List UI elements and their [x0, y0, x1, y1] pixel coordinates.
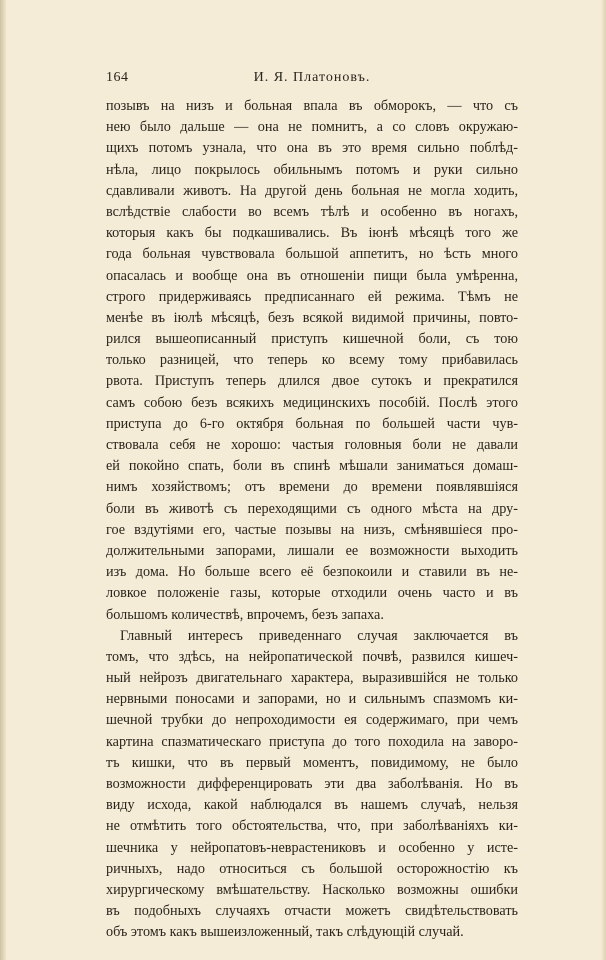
- paragraph: [106, 626, 518, 944]
- text-line: ный нейрозъ двигательнаго характера, выразившійся не только: [106, 670, 518, 687]
- text-line: гое вздутіями его, частые позывы на низъ, смѣнявшіеся про-: [106, 521, 518, 538]
- page-number: 164: [106, 70, 129, 85]
- page-edge-shadow: [0, 0, 6, 960]
- text-line: самъ собою безъ всякихъ медицинскихъ пособій. Послѣ этого: [106, 394, 518, 411]
- text-line: шечной трубки до непроходимости ея содержимаго, при чемъ: [106, 712, 518, 729]
- text-line: ей покойно спать, боли въ спинѣ мѣшали заниматься домаш-: [106, 458, 518, 475]
- paragraph: [106, 96, 518, 626]
- text-line: не отмѣтить того обстоятельства, что, при заболѣваніяхъ ки-: [106, 818, 518, 835]
- text-line: изъ дома. Но больше всего её безпокоили и ставили въ не-: [106, 564, 518, 581]
- body-text: [106, 96, 518, 944]
- text-line: только разницей, что теперь ко всему тому прибавилась: [106, 352, 518, 369]
- text-line: опасалась и вообще она въ отношеніи пищи была умѣренна,: [106, 267, 518, 284]
- text-line: года больная чувствовала большой аппетитъ, но ѣсть много: [106, 246, 518, 263]
- text-line: менѣе въ іюлѣ мѣсяцѣ, безъ всякой видимой причины, повто-: [106, 309, 518, 326]
- text-line: тъ кишки, что въ первый моментъ, повидимому, не было: [106, 754, 518, 771]
- text-line: вслѣдствіе слабости во всемъ тѣлѣ и особенно въ ногахъ,: [106, 203, 518, 220]
- text-line: ричныхъ, надо относиться съ большой осторожностію къ: [106, 860, 518, 877]
- text-line: въ подобныхъ случаяхъ отчасти можетъ свидѣтельствовать: [106, 903, 518, 920]
- text-line: которыя какъ бы подкашивались. Въ іюнѣ мѣсяцѣ того же: [106, 225, 518, 242]
- text-line: нервными поносами и запорами, но и сильнымъ спазмомъ ки-: [106, 691, 518, 708]
- text-line: ловкое положеніе газы, которые отходили очень часто и въ: [106, 585, 518, 602]
- text-line: хирургическому вмѣшательству. Насколько возможны ошибки: [106, 881, 518, 898]
- text-line: щихъ потомъ узнала, что она въ это время сильно поблѣд-: [106, 140, 518, 157]
- running-title: И. Я. Платоновъ.: [253, 70, 371, 85]
- text-line: большомъ количествѣ, впрочемъ, безъ запаха.: [106, 606, 384, 623]
- text-line: приступа до 6-го октября больная по большей части чув-: [106, 415, 518, 432]
- text-line: рвота. Приступъ теперь длился двое сутокъ и прекратился: [106, 373, 518, 390]
- text-line: ствовала себя не хорошо: частыя головныя боли не давали: [106, 437, 518, 453]
- text-line: картина спазматическаго приступа до того походила на заворо-: [106, 733, 518, 750]
- text-line: сдавливали животъ. На другой день больная не могла ходить,: [106, 182, 518, 199]
- text-line: виду исхода, какой наблюдался въ нашемъ случаѣ, нельзя: [106, 797, 518, 814]
- text-line: должительными запорами, лишали ее возможности выходить: [106, 542, 518, 559]
- text-line: томъ, что здѣсь, на нейропатической почвѣ, развился кишеч-: [106, 648, 518, 665]
- text-line: строго придерживаясь предписаннаго ей режима. Тѣмъ не: [106, 288, 518, 305]
- text-line: возможности дифференцировать эти два заболѣванія. Но въ: [106, 776, 518, 792]
- text-line: объ этомъ какъ вышеизложенный, такъ слѣдующій случай.: [106, 924, 464, 941]
- text-line: боли въ животѣ съ переходящими съ одного мѣста на дру-: [106, 500, 518, 517]
- text-line: нимъ хозяйствомъ; отъ времени до времени появлявшіяся: [106, 479, 518, 496]
- text-line: позывъ на низъ и больная впала въ обморокъ, — что съ: [106, 98, 518, 114]
- text-line: шечника у нейропатовъ-неврастениковъ и особенно у исте-: [106, 839, 518, 856]
- text-line: нѣла, лицо покрылось обильнымъ потомъ и руки сильно: [106, 161, 518, 178]
- text-line: Главный интересъ приведеннаго случая заключается въ: [120, 627, 518, 644]
- page-header: [106, 70, 518, 90]
- text-line: рился вышеописанный приступъ кишечной боли, съ тою: [106, 331, 518, 348]
- text-line: нею было дальше — она не помнитъ, а со словъ окружаю-: [106, 119, 518, 136]
- page-edge-shadow-right: [601, 0, 606, 960]
